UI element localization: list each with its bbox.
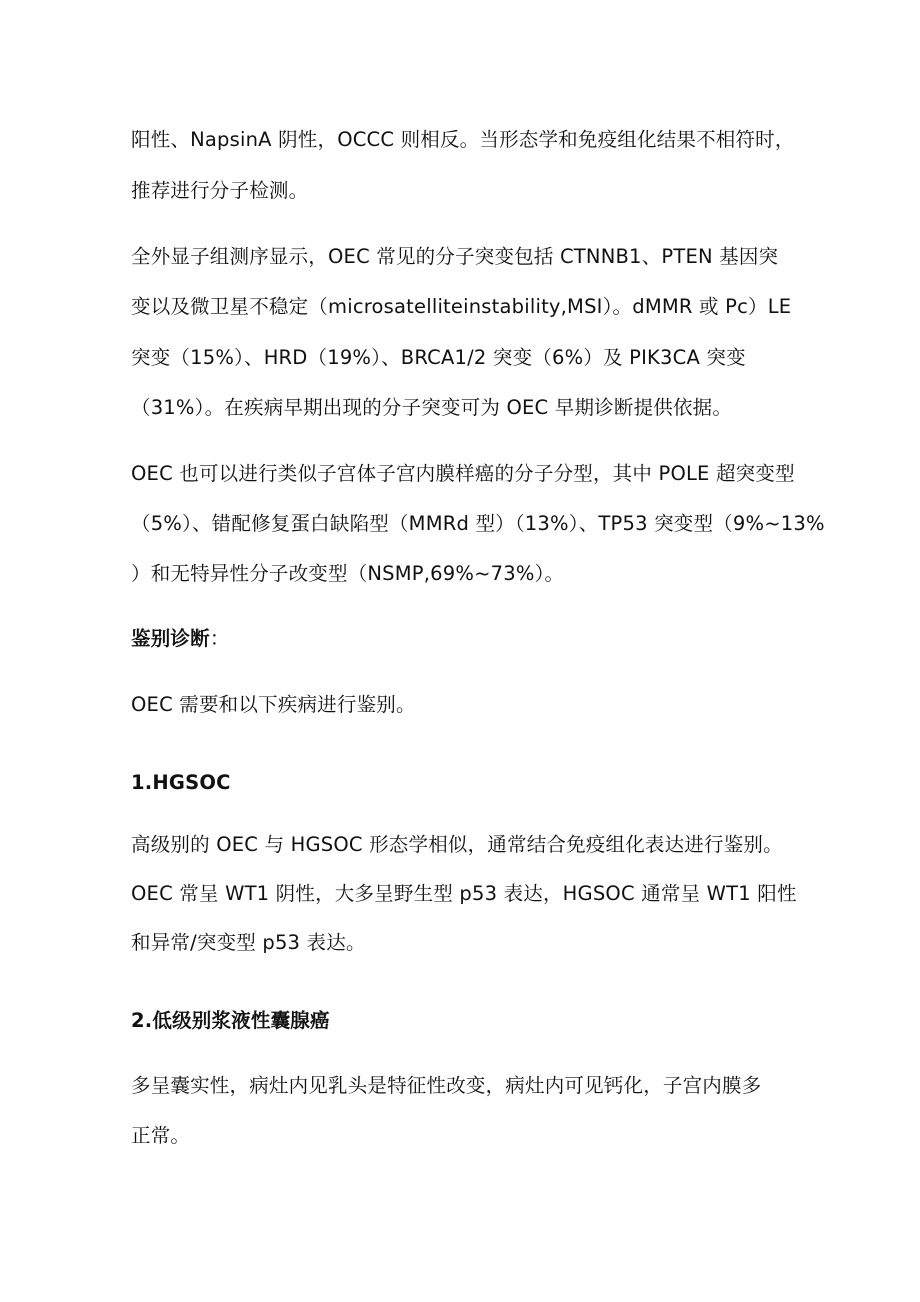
paragraph-2-line-2: 变以及微卫星不稳定（microsatelliteinstability,MSI）。dMMR 或 Pc）LE: [131, 295, 792, 318]
paragraph-3-line-1: OEC 也可以进行类似子宫体子宫内膜样癌的分子分型，其中 POLE 超突变型: [131, 462, 795, 485]
paragraph-3-line-3: ）和无特异性分子改变型（NSMP,69%~73%）。: [131, 562, 565, 585]
differential-heading-text: 鉴别诊断: [131, 627, 210, 650]
differential-diagnosis-heading: [131, 625, 230, 653]
differential-intro: OEC 需要和以下疾病进行鉴别。: [131, 693, 416, 716]
section-2-line-1: 多呈囊实性，病灶内见乳头是特征性改变，病灶内可见钙化，子宫内膜多: [131, 1074, 762, 1097]
paragraph-1-line-1: 阳性、NapsinA 阴性，OCCC 则相反。当形态学和免疫组化结果不相符时，: [131, 128, 795, 151]
section-1-line-2: OEC 常呈 WT1 阴性，大多呈野生型 p53 表达，HGSOC 通常呈 WT1 阳性: [131, 882, 797, 905]
section-1-heading: 1.HGSOC: [131, 771, 231, 794]
differential-heading-colon: ：: [209, 627, 230, 650]
section-2-heading: 2.低级别浆液性囊腺癌: [131, 1009, 330, 1032]
paragraph-3-line-2: （5%）、错配修复蛋白缺陷型（MMRd 型）（13%）、TP53 突变型（9%~13%: [131, 512, 825, 535]
paragraph-2-line-4: （31%）。在疾病早期出现的分子突变可为 OEC 早期诊断提供依据。: [131, 396, 733, 419]
section-1-line-1: 高级别的 OEC 与 HGSOC 形态学相似，通常结合免疫组化表达进行鉴别。: [131, 833, 783, 856]
paragraph-2-line-3: 突变（15%）、HRD（19%）、BRCA1/2 突变（6%）及 PIK3CA 突变: [131, 346, 746, 369]
section-1-line-3: 和异常/突变型 p53 表达。: [131, 931, 366, 954]
paragraph-1-line-2: 推荐进行分子检测。: [131, 179, 309, 202]
paragraph-2-line-1: 全外显子组测序显示，OEC 常见的分子突变包括 CTNNB1、PTEN 基因突: [131, 245, 779, 268]
section-2-line-2: 正常。: [131, 1124, 191, 1147]
